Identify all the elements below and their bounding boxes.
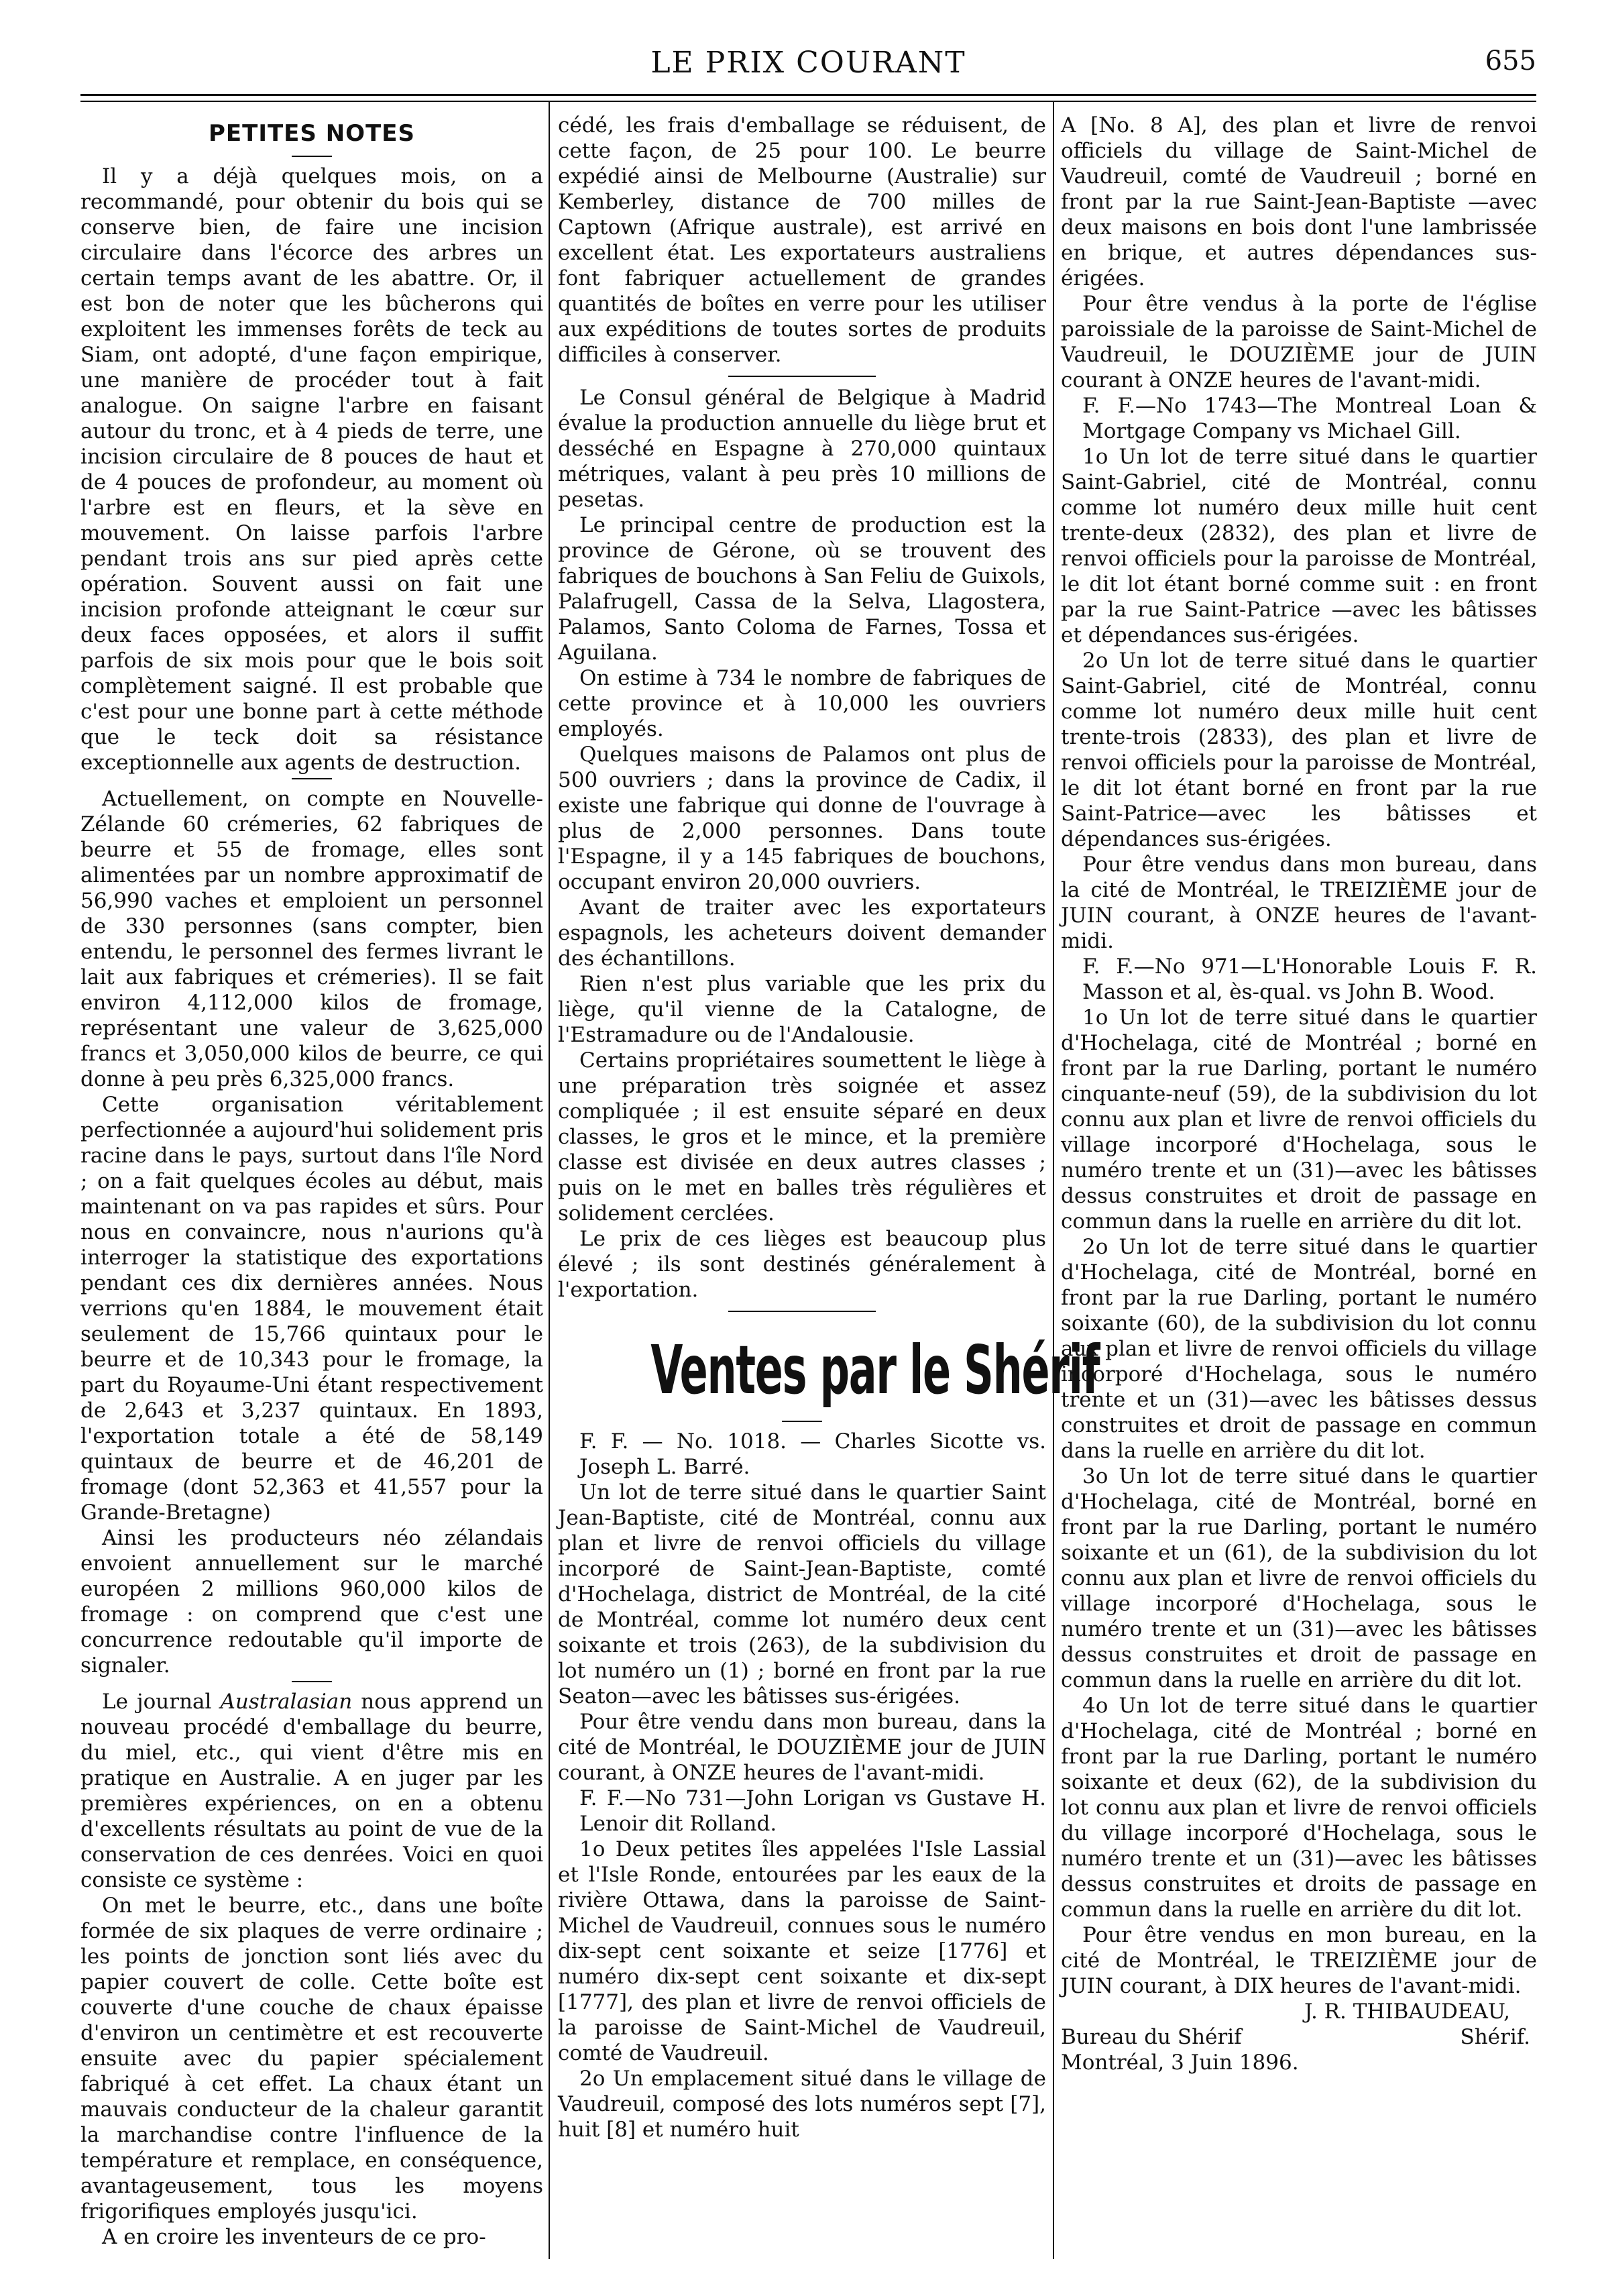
header-rule [80,94,1536,96]
case-heading: F. F.—No 731—John Lorigan vs Gustave H. Lenoir dit Rolland. [579,1786,1046,1836]
column-divider [549,101,550,2259]
paragraph: Avant de traiter avec les exportateurs espagnols, les acheteurs doivent demander des échantillons. [558,895,1046,971]
paragraph: 2o Un lot de terre situé dans le quartier d'Hochelaga, cité de Montréal, borné en front par la rue Darling, portant le numéro soixante (60), de la subdivision du lot connu aux plan et livre de renvoi officiels du village incorporé d'Hochelaga, sous le numéro trente et un (31)—avec les bâtisses dessus construites et droit de passage en commun dans la ruelle en arrière du dit lot. [1061,1235,1537,1463]
paragraph: Certains propriétaires soumettent le liège à une préparation très soignée et assez compliquée ; il est ensuite séparé en deux classes, le gros et le mince, et la première classe est divisée en deux autres classes ; puis on le met en balles très régulières et solidement cerclées. [558,1048,1046,1225]
separator [728,376,876,377]
paragraph: 2o Un emplacement situé dans le village de Vaudreuil, composé des lots numéros sept [7], huit [8] et numéro huit [558,2067,1046,2142]
paragraph: On met le beurre, etc., dans une boîte formée de six plaques de verre ordinaire ; les points de jonction sont liés avec du papier couvert de colle. Cette boîte est couverte d'une couche de chaux épaisse d'environ un centimètre et est recouverte ensuite avec du papier spécialement fabriqué à cet effet. La chaux étant un mauvais conducteur de la chaleur garantit la marchandise contre l'influence de la température et remplace, en conséquence, avantageusement, tous les moyens frigorifiques employés jusqu'ici. [80,1894,543,2224]
paragraph: 1o Un lot de terre situé dans le quartier Saint-Gabriel, cité de Montréal, connu comme lot numéro deux mille huit cent trente-deux (2832), des plan et livre de renvoi officiels pour la paroisse de Montréal, le dit lot étant borné comme suit : en front par la rue Saint-Patrice —avec les bâtisses et dépendances sus-érigées. [1061,445,1537,647]
paragraph: 4o Un lot de terre situé dans le quartier d'Hochelaga, cité de Montréal ; borné en front par la rue Darling, portant le numéro soixante et deux (62), de la subdivision du lot connu aux plan et livre de renvoi officiels du village incorporé d'Hochelaga, sous le numéro trente et un (31)—avec les bâtisses dessus construites et droits de passage en commun dans la ruelle en arrière du dit lot. [1061,1694,1537,1922]
paragraph: Quelques maisons de Palamos ont plus de 500 ouvriers ; dans la province de Cadix, il existe une fabrique qui donne de l'ouvrage à plus de 2,000 personnes. Dans toute l'Espagne, il y a 145 fabriques de bouchons, occupant environ 20,000 ouvriers. [558,743,1046,894]
column-3 [1061,113,1537,2256]
role-label: Shérif. [1460,2025,1530,2049]
office-label: Bureau du Shérif [1061,2025,1242,2049]
case-heading: F. F.—No 971—L'Honorable Louis F. R. Masson et al, ès-qual. vs John B. Wood. [1082,954,1537,1004]
journal-title: LE PRIX COURANT [650,46,966,80]
header-rule-thin [80,101,1536,102]
paragraph: 1o Deux petites îles appelées l'Isle Lassial et l'Isle Ronde, entourées par les eaux de la rivière Ottawa, dans la paroisse de Saint-Michel de Vaudreuil, connues sous le numéro dix-sept cent soixante et seize [1776] et numéro dix-sept cent soixante et dix-sept [1777], des plan et livre de renvoi officiels de la paroisse de Saint-Michel de Vaudreuil, comté de Vaudreuil. [558,1837,1046,2065]
paragraph: Pour être vendu dans mon bureau, dans la cité de Montréal, le DOUZIÈME jour de JUIN courant, à ONZE heures de l'avant-midi. [558,1710,1046,1785]
separator [292,1681,332,1682]
separator [292,156,332,157]
signature-line [1061,2024,1537,2050]
separator [292,778,332,779]
paragraph: Un lot de terre situé dans le quartier Saint Jean-Baptiste, cité de Montréal, connu aux plan et livre de renvoi officiels du village incorporé de Saint-Jean-Baptiste, comté d'Hochelaga, district de Montréal, de la cité de Montréal, comme lot numéro deux cent soixante et trois (263), de la subdivision du lot numéro un (1) ; borné en front par la rue Seaton—avec les bâtisses sus-érigées. [558,1480,1046,1708]
paragraph: On estime à 734 le nombre de fabriques de cette province et à 10,000 les ouvriers employés. [558,666,1046,741]
case-heading: F. F. — No. 1018. — Charles Sicotte vs. Joseph L. Barré. [579,1429,1046,1479]
separator [782,1421,822,1422]
paragraph: cédé, les frais d'emballage se réduisent, de cette façon, de 25 pour 100. Le beurre expédié ainsi de Melbourne (Australie) sur Kemberley, distance de 700 milles de Captown (Afrique australe), est arrivé en excellent état. Les exportateurs australiens font fabriquer actuellement de grandes quantités de boîtes en verre pour les utiliser aux expéditions de toutes sortes de produits difficiles à conserver. [558,113,1046,367]
page-header [80,46,1536,86]
journal-name: Australasian [220,1690,353,1714]
paragraph: Cette organisation véritablement perfectionnée a aujourd'hui solidement pris racine dans le pays, surtout dans l'île Nord ; on a fait quelques écoles au début, mais maintenant on va pas rapides et sûrs. Pour nous en convaincre, nous n'aurions qu'à interroger la statistique des exportations pendant ces dix dernières années. Nous verrions qu'en 1884, le mouvement était seulement de 15,766 quintaux pour le beurre et de 10,343 pour le fromage, la part du Royaume-Uni étant respectivement de 2,643 et 3,237 quintaux. En 1893, l'exportation totale a été de 58,149 quintaux de beurre et de 46,201 de fromage (dont 52,363 et 41,557 pour la Grande-Bretagne) [80,1093,543,1525]
paragraph: Le Consul général de Belgique à Madrid évalue la production annuelle du liège brut et desséché en Espagne à 270,000 quintaux métriques, valant à peu près 10 millions de pesetas. [558,386,1046,512]
paragraph: 1o Un lot de terre situé dans le quartier d'Hochelaga, cité de Montréal ; borné en front par la rue Darling, portant le numéro cinquante-neuf (59), de la subdivision du lot connu aux plan et livre de renvoi officiels du village incorporé d'Hochelaga, sous le numéro trente et un (31)—avec les bâtisses dessus construites et droit de passage en commun dans la ruelle en arrière du dit lot. [1061,1005,1537,1234]
paragraph: Actuellement, on compte en Nouvelle-Zélande 60 crémeries, 62 fabriques de beurre et 55 de fromage, elles sont alimentées par un nombre approximatif de 56,990 vaches et emploient un personnel de 330 personnes (sans compter, bien entendu, le personnel des fermes livrant le lait aux fabriques et crémeries). Il se fait environ 4,112,000 kilos de fromage, représentant une valeur de 3,625,000 francs et 3,050,000 kilos de beurre, ce qui donne à peu près 6,325,000 francs. [80,787,543,1091]
paragraph: Le journal Australasian nous apprend un nouveau procédé d'emballage du beurre, du miel, etc., qui vient d'être mis en pratique en Australie. A en juger par les premières expériences, on en a obtenu d'excellents résultats au point de vue de la conservation de ces denrées. Voici en quoi consiste ce système : [80,1690,544,1892]
paragraph: Pour être vendus dans mon bureau, dans la cité de Montréal, le TREIZIÈME jour de JUIN courant, à ONZE heures de l'avant-midi. [1061,853,1537,953]
paragraph: Pour être vendus à la porte de l'église paroissiale de la paroisse de Saint-Michel de Vaudreuil, le DOUZIÈME jour de JUIN courant à ONZE heures de l'avant-midi. [1061,292,1537,392]
paragraph: Pour être vendus en mon bureau, en la cité de Montréal, le TREIZIÈME jour de JUIN courant, à DIX heures de l'avant-midi. [1061,1923,1537,1998]
paragraph: A [No. 8 A], des plan et livre de renvoi officiels du village de Saint-Michel de Vaudreuil, comté de Vaudreuil ; borné en front par la rue Saint-Jean-Baptiste —avec deux maisons en bois dont l'une lambrissée en brique, et autres dépendances sus-érigées. [1061,113,1537,290]
paragraph: A en croire les inventeurs de ce pro- [102,2225,486,2249]
paragraph: 3o Un lot de terre situé dans le quartier d'Hochelaga, cité de Montréal, borné en front par la rue Darling, portant le numéro soixante et un (61), de la subdivision du lot connu aux plan et livre de renvoi officiels du village incorporé d'Hochelaga, sous le numéro trente et un (31)—avec les bâtisses dessus construites et droit de passage en commun dans la ruelle en arrière du dit lot. [1061,1464,1537,1692]
paragraph: Il y a déjà quelques mois, on a recommandé, pour obtenir du bois qui se conserve bien, de faire une incision circulaire dans l'écorce des arbres un certain temps avant de les abattre. Or, il est bon de noter que les bûcherons qui exploitent les immenses forêts de teck au Siam, ont adopté, d'une façon empirique, une manière de procéder tout à fait analogue. On saigne l'arbre en faisant autour du tronc, et à 4 pieds de terre, une incision circulaire de 8 pouces de haut et de 4 pouces de profondeur, au moment où l'arbre est en fleurs, et la sève en mouvement. On laisse parfois l'arbre pendant trois ans sur pied après cette opération. Souvent aussi on fait une incision profonde atteignant le cœur sur deux faces opposées, et alors il suffit parfois de six mois pour que le bois soit complètement saigné. Il est probable que c'est pour une bonne part à cette méthode que le teck doit sa résistance exceptionnelle aux agents de destruction. [80,164,543,775]
paragraph: Rien n'est plus variable que les prix du liège, qu'il vienne de la Catalogne, de l'Estramadure ou de l'Andalousie. [558,972,1046,1047]
paragraph: Le prix de ces lièges est beaucoup plus élevé ; ils sont destinés généralement à l'exportation. [558,1227,1046,1302]
page-number: 655 [1485,46,1536,76]
paragraph: Le principal centre de production est la province de Gérone, où se trouvent des fabriques de bouchons à San Feliu de Guixols, Palafrugell, Cassa de la Selva, Llagostera, Palamos, Santo Coloma de Farnes, Tossa et Aguilana. [558,513,1046,665]
column-2 [558,113,1100,2256]
separator [728,1311,876,1312]
column-divider [1053,101,1054,2259]
section-title: Ventes par le Shérif [650,1331,1100,1409]
section-heading: PETITES NOTES [209,120,415,147]
case-heading: F. F.—No 1743—The Montreal Loan & Mortgage Company vs Michael Gill. [1082,394,1537,443]
place-date: Montréal, 3 Juin 1896. [1061,2051,1299,2075]
column-1 [80,113,543,2256]
paragraph: 2o Un lot de terre situé dans le quartier Saint-Gabriel, cité de Montréal, connu comme lot numéro deux mille huit cent trente-trois (2833), des plan et livre de renvoi officiels pour la paroisse de Montréal, le dit lot étant borné en front par la rue Saint-Patrice—avec les bâtisses et dépendances sus-érigées. [1061,649,1537,851]
paragraph: Ainsi les producteurs néo zélandais envoient annuellement sur le marché européen 2 millions 960,000 kilos de fromage : on comprend que c'est une concurrence redoutable qu'il importe de signaler. [80,1526,543,1678]
signature: J. R. THIBAUDEAU, [1304,2000,1510,2024]
